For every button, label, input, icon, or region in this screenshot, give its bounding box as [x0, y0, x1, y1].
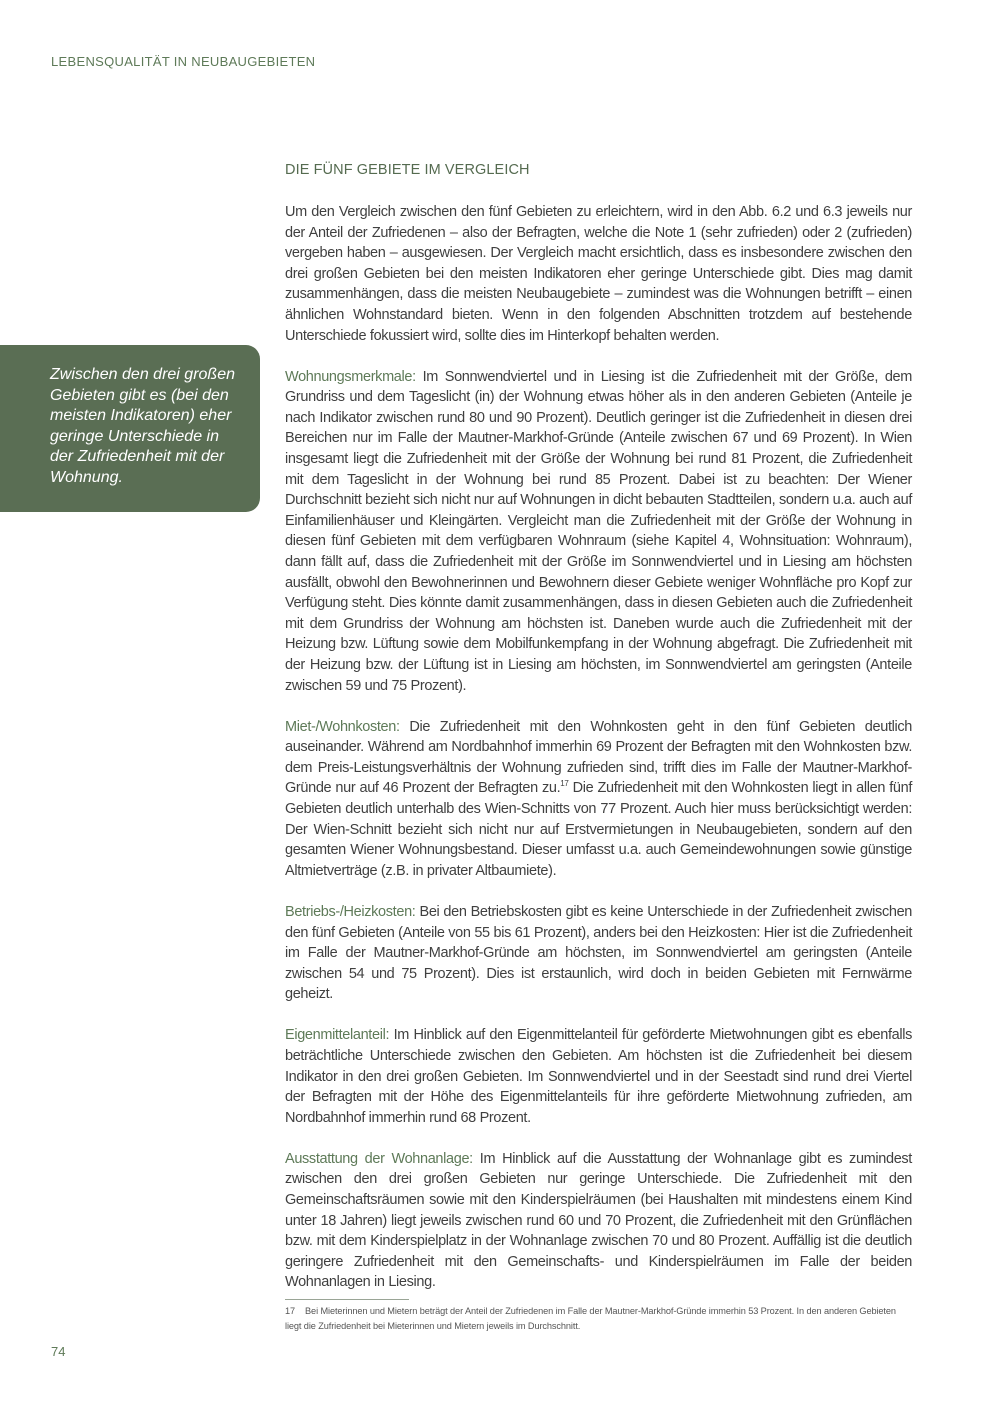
- paragraph-lead: Betriebs-/Heizkosten:: [285, 903, 416, 920]
- paragraph-text: Im Hinblick auf den Eigenmittelanteil für geförderte Mietwohnungen gibt es ebenfalls beträchtliche Unterschiede zwischen den Gebieten. Am höchsten ist die Zufriedenheit bei diesem Indikator in den drei großen Gebieten. Im Sonnwendviertel und in der Seestadt sind rund drei Viertel der Befragten mit der Höhe des Eigenmittelanteils für ihre geförderte Mietwohnung zufrieden, am Nordbahnhof immerhin rund 68 Prozent.: [285, 1027, 912, 1126]
- footnote-reference[interactable]: 17: [560, 779, 569, 789]
- paragraph-eigenmittelanteil: [285, 1025, 912, 1128]
- section-title: DIE FÜNF GEBIETE IM VERGLEICH: [285, 162, 530, 178]
- pull-quote: Zwischen den drei großen Gebieten gibt es (bei den meisten Indikatoren) eher geringe Unterschiede in der Zufriedenheit mit der Wohnung.: [0, 345, 260, 512]
- footnote: [285, 1304, 912, 1334]
- paragraph-lead: Wohnungsmerkmale:: [285, 368, 416, 385]
- paragraph-lead: Ausstattung der Wohnanlage:: [285, 1150, 473, 1167]
- paragraph-text: Im Sonnwendviertel und in Liesing ist die Zufriedenheit mit der Größe, dem Grundriss und dem Tageslicht (in) der Wohnung etwas höher als in den anderen Gebieten (Anteile je nach Indikator zwischen rund 80 und 90 Prozent). Deutlich geringer ist die Zufriedenheit in diesen drei Bereichen nur im Falle der Mautner-Markhof-Gründe (Anteile zwischen 67 und 69 Prozent). In Wien insgesamt liegt die Zufriedenheit mit der Größe der Wohnung bei rund 81 Prozent, die Zufriedenheit mit dem Tageslicht in der Wohnung bei rund 85 Prozent. Dabei ist zu beachten: Der Wiener Durchschnitt bezieht sich nicht nur auf Wohnungen in dicht bebauten Stadtteilen, sondern u.a. auch auf Einfamilienhäuser und Kleingärten. Vergleicht man die Zufriedenheit mit der Größe der Wohnung in diesen fünf Gebieten mit dem verfügbaren Wohnraum (siehe Kapitel 4, Wohnsituation: Wohnraum), dann fällt auf, dass die Zufriedenheit mit der Größe im Sonnwendviertel und in Liesing am höchsten ausfällt, obwohl den Bewohnerinnen und Bewohnern dieser Gebiete weniger Wohnfläche pro Kopf zur Verfügung steht. Dies könnte damit zusammenhängen, dass in diesen Gebieten auch die Zufriedenheit mit dem Grundriss der Wohnung am höchsten ist. Daneben wurde auch die Zufriedenheit mit der Heizung bzw. Lüftung sowie dem Mobilfunkempfang in der Wohnung abgefragt. Die Zufriedenheit mit der Heizung bzw. der Lüftung ist in Liesing am höchsten, im Sonnwendviertel am geringsten (Anteile zwischen 59 und 75 Prozent).: [285, 368, 912, 694]
- paragraph-text: Die Zufriedenheit mit den Wohnkosten geht in den fünf Gebieten deutlich auseinander. Während am Nordbahnhof immerhin 69 Prozent der Befragten mit den Wohnkosten bzw. dem Preis-Leistungsverhältnis der Wohnung zufrieden sind, trifft dies im Falle der Mautner-Markhof-Gründe nur auf 46 Prozent der Befragten zu.: [285, 718, 912, 797]
- paragraph-text: Im Hinblick auf die Ausstattung der Wohnanlage gibt es zumindest zwischen den drei großen Gebieten nur geringe Unterschiede. Die Zufriedenheit mit den Gemeinschaftsräumen sowie mit den Kinderspielräumen (bei Haushalten mit mindestens einem Kind unter 18 Jahren) liegt jeweils zwischen rund 60 und 70 Prozent, die Zufriedenheit mit den Grünflächen bzw. mit dem Kinderspielplatz in der Wohnanlage zwischen 70 und 80 Prozent. Auffällig ist die deutlich geringere Zufriedenheit mit den Gemeinschafts- und Kinderspielräumen im Falle der beiden Wohnanlagen in Liesing.: [285, 1150, 912, 1291]
- paragraph-lead: Eigenmittelanteil:: [285, 1027, 390, 1044]
- running-header: LEBENSQUALITÄT IN NEUBAUGEBIETEN: [51, 54, 316, 69]
- paragraph-miet-wohnkosten: [285, 717, 912, 882]
- paragraph-betriebs-heizkosten: [285, 902, 912, 1005]
- paragraph-wohnungsmerkmale: [285, 367, 912, 697]
- footnote-divider: [285, 1299, 409, 1300]
- main-content: [285, 160, 912, 1314]
- paragraph-text: Bei den Betriebskosten gibt es keine Unterschiede in der Zufriedenheit zwischen den fünf Gebieten (Anteile von 55 bis 61 Prozent), anders bei den Heizkosten: Hier ist die Zufriedenheit im Falle der Mautner-Markhof-Gründe am höchsten, im Sonnwendviertel am geringsten (Anteile zwischen 54 und 75 Prozent). Dies ist erstaunlich, wird doch in beiden Gebieten mit Fernwärme geheizt.: [285, 903, 912, 1003]
- paragraph-text-continued: Die Zufriedenheit mit den Wohnkosten liegt in allen fünf Gebieten deutlich unterhalb des Wien-Schnitts von 77 Prozent. Auch hier muss berücksichtigt werden: Der Wien-Schnitt bezieht sich nicht nur auf Erstvermietungen in Neubaugebieten, sondern auf den gesamten Wiener Wohnungsbestand. Dieser umfasst u.a. auch Gemeindewohnungen sowie günstige Altmietverträge (z.B. in privater Altbaumiete).: [285, 780, 913, 879]
- intro-paragraph: Um den Vergleich zwischen den fünf Gebieten zu erleichtern, wird in den Abb. 6.2 und 6.3 jeweils nur der Anteil der Zufriedenen – also der Befragten, welche die Note 1 (sehr zufrieden) oder 2 (zufrieden) vergeben haben – ausgewiesen. Der Vergleich macht ersichtlich, dass es insbesondere zwischen den drei großen Gebieten bei den meisten Indikatoren eher geringe Unterschiede gibt. Dies mag damit zusammenhängen, dass die meisten Neubaugebiete – zumindest was die Wohnungen betrifft – einen ähnlichen Wohnstandard bieten. Wenn in den folgenden Abschnitten trotzdem auf bestehende Unterschiede fokussiert wird, sollte dies im Hinterkopf behalten werden.: [285, 204, 912, 344]
- page-number: 74: [51, 1344, 66, 1359]
- footnote-number: 17: [285, 1306, 296, 1316]
- paragraph-ausstattung: [285, 1149, 912, 1293]
- paragraph-lead: Miet-/Wohnkosten:: [285, 718, 400, 735]
- footnote-text: Bei Mieterinnen und Mietern beträgt der Anteil der Zufriedenen im Falle der Mautner-Markhof-Gründe immerhin 53 Prozent. In den anderen Gebieten liegt die Zufriedenheit bei Mieterinnen und Mietern jeweils im Durchschnitt.: [285, 1306, 896, 1331]
